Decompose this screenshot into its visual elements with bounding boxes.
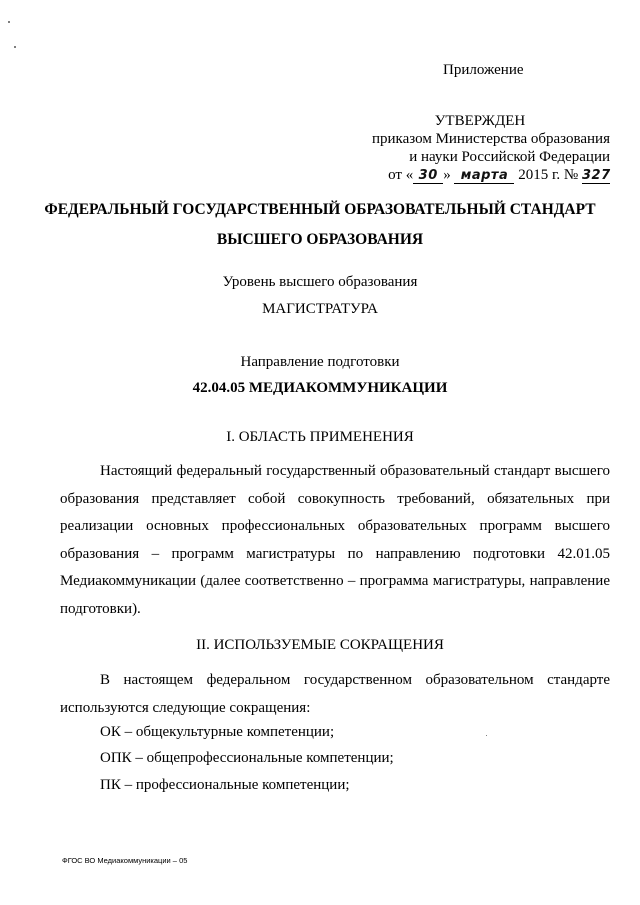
date-day: 30 (413, 169, 443, 184)
scan-speck (486, 735, 487, 736)
title-line-1: ФЕДЕРАЛЬНЫЙ ГОСУДАРСТВЕННЫЙ ОБРАЗОВАТЕЛЬНЫЙ СТАНДАРТ (44, 201, 596, 218)
title-line-2: ВЫСШЕГО ОБРАЗОВАНИЯ (216, 231, 424, 248)
section-2-intro: В настоящем федеральном государственном образовательном стандарте используются следующие сокращения: (60, 672, 610, 716)
education-level-value: МАГИСТРАТУРА (262, 301, 378, 317)
direction-value: 42.04.05 МЕДИАКОММУНИКАЦИИ (192, 380, 448, 396)
document-title (0, 195, 640, 255)
date-prefix: от « (388, 167, 414, 183)
abbreviation-item: ОК – общекультурные компетенции; (100, 724, 335, 740)
scan-speck (8, 21, 10, 23)
direction-label: Направление подготовки (240, 354, 400, 370)
date-year: 2015 г. № (518, 167, 579, 183)
order-line-1: приказом Министерства образования (372, 131, 610, 147)
section-1-paragraph: Настоящий федеральный государственный образовательный стандарт высшего образования представляет собой совокупность требований, обязательных при реализации основных профессиональных образовательных программ высшего образования – программ магистратуры по направлению подготовки 42.01.05 Медиакоммуникации (далее соответственно – программа магистратуры, направление подготовки). (60, 463, 610, 617)
abbreviation-item: ОПК – общепрофессиональные компетенции; (100, 750, 394, 766)
approved-label: УТВЕРЖДЕН (434, 113, 526, 129)
page-footer: ФГОС ВО Медиакоммуникации – 05 (62, 856, 188, 865)
section-2-heading: II. ИСПОЛЬЗУЕМЫЕ СОКРАЩЕНИЯ (196, 637, 444, 653)
date-mid: » (443, 167, 451, 183)
section-1-heading: I. ОБЛАСТЬ ПРИМЕНЕНИЯ (226, 429, 414, 445)
order-line-2: и науки Российской Федерации (409, 149, 610, 165)
order-number: 327 (582, 168, 611, 183)
education-level-label: Уровень высшего образования (222, 274, 418, 290)
approval-block (372, 112, 610, 184)
abbreviation-item: ПК – профессиональные компетенции; (100, 777, 350, 793)
order-date-line (372, 166, 610, 184)
scan-speck (14, 46, 16, 48)
appendix-label: Приложение (443, 62, 524, 78)
date-month: марта (454, 169, 514, 184)
